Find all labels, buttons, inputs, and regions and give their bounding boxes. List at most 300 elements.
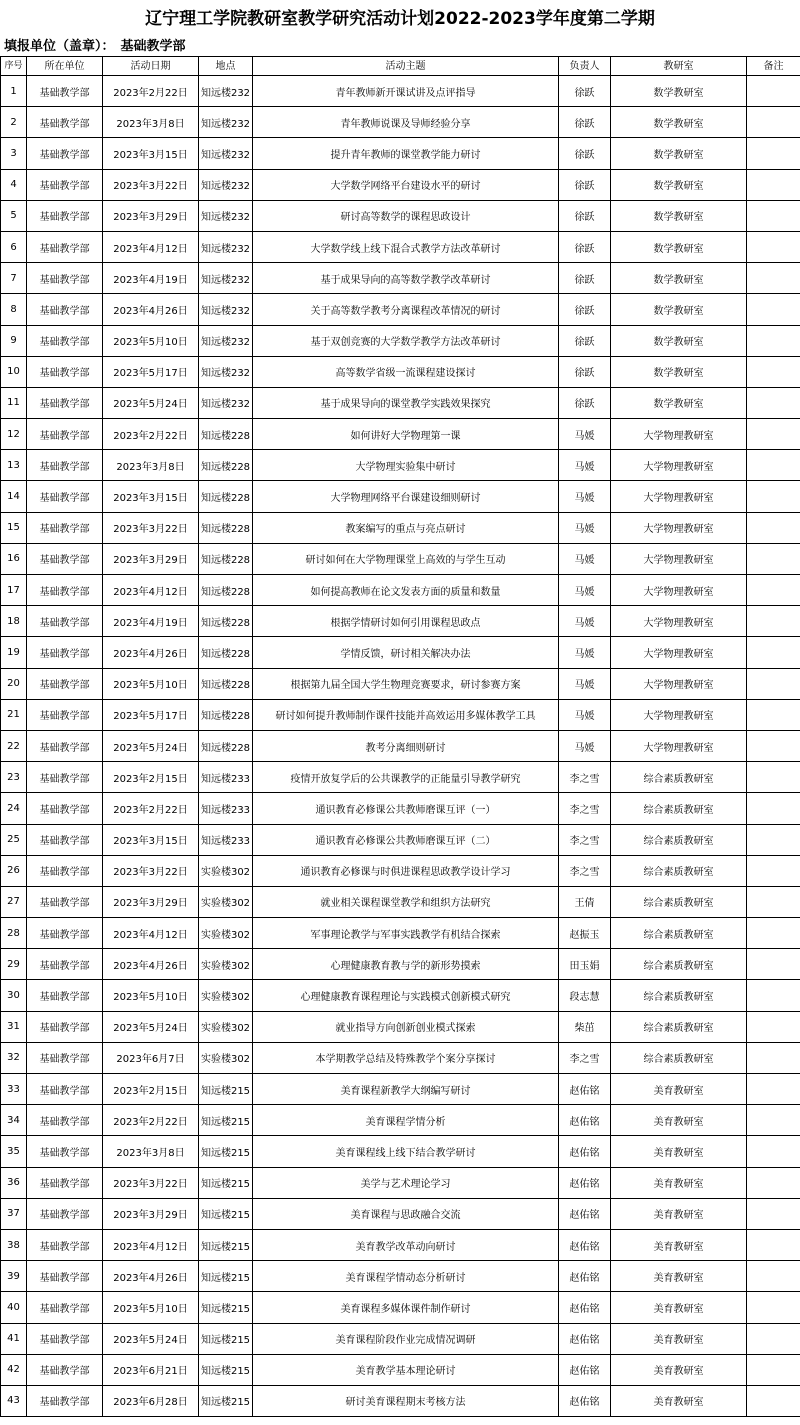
table-row <box>1 980 800 1011</box>
cell-dept: 基础教学部 <box>27 450 103 481</box>
cell-date: 2023年5月10日 <box>103 325 199 356</box>
cell-lead: 段志慧 <box>559 980 611 1011</box>
cell-office: 美育教研室 <box>611 1136 747 1167</box>
cell-date: 2023年2月15日 <box>103 762 199 793</box>
cell-topic: 高等数学省级一流课程建设探讨 <box>253 356 559 387</box>
cell-no: 26 <box>1 855 27 886</box>
cell-location: 知远楼228 <box>199 512 253 543</box>
table-row <box>1 1198 800 1229</box>
cell-location: 知远楼232 <box>199 356 253 387</box>
cell-office: 美育教研室 <box>611 1105 747 1136</box>
cell-location: 知远楼228 <box>199 481 253 512</box>
cell-no: 17 <box>1 575 27 606</box>
table-row <box>1 886 800 917</box>
cell-office: 综合素质教研室 <box>611 886 747 917</box>
cell-location: 知远楼232 <box>199 169 253 200</box>
cell-lead: 赵佑铭 <box>559 1105 611 1136</box>
cell-no: 39 <box>1 1261 27 1292</box>
cell-lead: 李之雪 <box>559 824 611 855</box>
cell-note <box>747 793 800 824</box>
cell-location: 知远楼228 <box>199 699 253 730</box>
table-row <box>1 169 800 200</box>
cell-dept: 基础教学部 <box>27 1042 103 1073</box>
cell-dept: 基础教学部 <box>27 263 103 294</box>
cell-date: 2023年3月8日 <box>103 1136 199 1167</box>
cell-dept: 基础教学部 <box>27 1167 103 1198</box>
cell-no: 34 <box>1 1105 27 1136</box>
cell-location: 知远楼228 <box>199 575 253 606</box>
cell-office: 美育教研室 <box>611 1074 747 1105</box>
cell-no: 21 <box>1 699 27 730</box>
cell-lead: 马媛 <box>559 699 611 730</box>
cell-location: 知远楼215 <box>199 1105 253 1136</box>
cell-no: 37 <box>1 1198 27 1229</box>
cell-date: 2023年3月15日 <box>103 138 199 169</box>
cell-dept: 基础教学部 <box>27 325 103 356</box>
cell-topic: 通识教育必修课公共教师磨课互评（一） <box>253 793 559 824</box>
cell-dept: 基础教学部 <box>27 980 103 1011</box>
cell-dept: 基础教学部 <box>27 419 103 450</box>
table-row <box>1 575 800 606</box>
cell-topic: 基于成果导向的课堂教学实践效果探究 <box>253 387 559 418</box>
cell-note <box>747 138 800 169</box>
cell-topic: 美育课程新教学大纲编写研讨 <box>253 1074 559 1105</box>
cell-no: 33 <box>1 1074 27 1105</box>
cell-location: 知远楼228 <box>199 419 253 450</box>
cell-location: 知远楼232 <box>199 387 253 418</box>
cell-topic: 教考分离细则研讨 <box>253 730 559 761</box>
cell-date: 2023年4月12日 <box>103 575 199 606</box>
cell-no: 10 <box>1 356 27 387</box>
cell-lead: 赵佑铭 <box>559 1323 611 1354</box>
cell-topic: 通识教育必修课公共教师磨课互评（二） <box>253 824 559 855</box>
cell-note <box>747 637 800 668</box>
cell-date: 2023年3月8日 <box>103 107 199 138</box>
table-row <box>1 107 800 138</box>
cell-dept: 基础教学部 <box>27 606 103 637</box>
cell-topic: 根据学情研讨如何引用课程思政点 <box>253 606 559 637</box>
cell-date: 2023年3月8日 <box>103 450 199 481</box>
cell-dept: 基础教学部 <box>27 1011 103 1042</box>
table-row <box>1 200 800 231</box>
cell-date: 2023年6月28日 <box>103 1385 199 1416</box>
table-row <box>1 387 800 418</box>
table-row <box>1 1167 800 1198</box>
cell-office: 美育教研室 <box>611 1167 747 1198</box>
cell-note <box>747 387 800 418</box>
cell-note <box>747 200 800 231</box>
cell-dept: 基础教学部 <box>27 107 103 138</box>
cell-location: 知远楼232 <box>199 294 253 325</box>
table-row <box>1 1074 800 1105</box>
cell-lead: 马媛 <box>559 419 611 450</box>
cell-lead: 赵佑铭 <box>559 1074 611 1105</box>
cell-dept: 基础教学部 <box>27 1261 103 1292</box>
cell-no: 5 <box>1 200 27 231</box>
cell-dept: 基础教学部 <box>27 637 103 668</box>
cell-office: 大学物理教研室 <box>611 575 747 606</box>
cell-note <box>747 1261 800 1292</box>
cell-lead: 马媛 <box>559 606 611 637</box>
cell-location: 知远楼232 <box>199 76 253 107</box>
table-row <box>1 325 800 356</box>
cell-topic: 提升青年教师的课堂教学能力研讨 <box>253 138 559 169</box>
cell-note <box>747 1229 800 1260</box>
cell-location: 知远楼228 <box>199 637 253 668</box>
cell-office: 大学物理教研室 <box>611 512 747 543</box>
cell-date: 2023年2月22日 <box>103 419 199 450</box>
cell-note <box>747 231 800 262</box>
cell-note <box>747 1167 800 1198</box>
cell-dept: 基础教学部 <box>27 200 103 231</box>
cell-no: 3 <box>1 138 27 169</box>
cell-date: 2023年3月29日 <box>103 200 199 231</box>
cell-no: 42 <box>1 1354 27 1385</box>
cell-no: 22 <box>1 730 27 761</box>
table-row <box>1 450 800 481</box>
cell-lead: 赵振玉 <box>559 918 611 949</box>
cell-no: 12 <box>1 419 27 450</box>
cell-topic: 研讨高等数学的课程思政设计 <box>253 200 559 231</box>
cell-dept: 基础教学部 <box>27 1198 103 1229</box>
cell-lead: 马媛 <box>559 481 611 512</box>
reporting-unit-row <box>0 38 800 56</box>
cell-lead: 马媛 <box>559 668 611 699</box>
cell-topic: 研讨如何在大学物理课堂上高效的与学生互动 <box>253 543 559 574</box>
cell-no: 9 <box>1 325 27 356</box>
cell-location: 知远楼215 <box>199 1385 253 1416</box>
cell-lead: 柴茁 <box>559 1011 611 1042</box>
cell-date: 2023年6月21日 <box>103 1354 199 1385</box>
cell-note <box>747 668 800 699</box>
cell-location: 知远楼215 <box>199 1323 253 1354</box>
cell-office: 美育教研室 <box>611 1292 747 1323</box>
cell-no: 19 <box>1 637 27 668</box>
cell-dept: 基础教学部 <box>27 481 103 512</box>
cell-lead: 李之雪 <box>559 855 611 886</box>
cell-location: 知远楼215 <box>199 1292 253 1323</box>
cell-office: 大学物理教研室 <box>611 481 747 512</box>
cell-note <box>747 918 800 949</box>
cell-no: 31 <box>1 1011 27 1042</box>
table-header-row <box>1 57 800 76</box>
cell-date: 2023年2月15日 <box>103 1074 199 1105</box>
cell-topic: 美育课程线上线下结合教学研讨 <box>253 1136 559 1167</box>
cell-topic: 教案编写的重点与亮点研讨 <box>253 512 559 543</box>
cell-lead: 李之雪 <box>559 1042 611 1073</box>
table-row <box>1 699 800 730</box>
table-row <box>1 918 800 949</box>
cell-date: 2023年4月26日 <box>103 637 199 668</box>
cell-topic: 基于双创竞赛的大学数学教学方法改革研讨 <box>253 325 559 356</box>
cell-topic: 青年教师说课及导师经验分享 <box>253 107 559 138</box>
header-no: 序号 <box>1 57 27 76</box>
cell-office: 数学教研室 <box>611 231 747 262</box>
cell-dept: 基础教学部 <box>27 1229 103 1260</box>
cell-location: 知远楼215 <box>199 1261 253 1292</box>
cell-office: 综合素质教研室 <box>611 824 747 855</box>
cell-location: 知远楼228 <box>199 668 253 699</box>
cell-date: 2023年3月22日 <box>103 169 199 200</box>
cell-dept: 基础教学部 <box>27 294 103 325</box>
cell-office: 美育教研室 <box>611 1198 747 1229</box>
cell-dept: 基础教学部 <box>27 730 103 761</box>
cell-date: 2023年2月22日 <box>103 76 199 107</box>
header-note: 备注 <box>747 57 800 76</box>
cell-topic: 基于成果导向的高等数学教学改革研讨 <box>253 263 559 294</box>
table-row <box>1 1042 800 1073</box>
cell-note <box>747 294 800 325</box>
cell-location: 知远楼233 <box>199 762 253 793</box>
cell-no: 29 <box>1 949 27 980</box>
cell-date: 2023年5月24日 <box>103 1323 199 1354</box>
table-row <box>1 481 800 512</box>
cell-location: 实验楼302 <box>199 980 253 1011</box>
cell-note <box>747 855 800 886</box>
cell-topic: 本学期教学总结及特殊教学个案分享探讨 <box>253 1042 559 1073</box>
header-date: 活动日期 <box>103 57 199 76</box>
cell-office: 数学教研室 <box>611 200 747 231</box>
cell-location: 知远楼233 <box>199 824 253 855</box>
cell-topic: 美育课程学情动态分析研讨 <box>253 1261 559 1292</box>
cell-note <box>747 481 800 512</box>
cell-note <box>747 356 800 387</box>
cell-topic: 美育课程与思政融合交流 <box>253 1198 559 1229</box>
cell-lead: 徐跃 <box>559 231 611 262</box>
cell-no: 11 <box>1 387 27 418</box>
table-row <box>1 1385 800 1416</box>
table-row <box>1 637 800 668</box>
cell-no: 14 <box>1 481 27 512</box>
cell-office: 综合素质教研室 <box>611 980 747 1011</box>
cell-office: 数学教研室 <box>611 356 747 387</box>
cell-location: 实验楼302 <box>199 918 253 949</box>
cell-location: 知远楼228 <box>199 606 253 637</box>
cell-note <box>747 1011 800 1042</box>
cell-location: 知远楼228 <box>199 450 253 481</box>
cell-office: 美育教研室 <box>611 1354 747 1385</box>
cell-date: 2023年6月7日 <box>103 1042 199 1073</box>
cell-location: 知远楼232 <box>199 107 253 138</box>
table-row <box>1 1323 800 1354</box>
cell-note <box>747 762 800 793</box>
table-row <box>1 1105 800 1136</box>
cell-topic: 研讨美育课程期末考核方法 <box>253 1385 559 1416</box>
cell-topic: 心理健康教育教与学的新形势摸索 <box>253 949 559 980</box>
cell-topic: 关于高等数学教考分离课程改革情况的研讨 <box>253 294 559 325</box>
cell-note <box>747 76 800 107</box>
cell-location: 知远楼232 <box>199 200 253 231</box>
cell-office: 大学物理教研室 <box>611 668 747 699</box>
cell-date: 2023年3月15日 <box>103 481 199 512</box>
cell-lead: 马媛 <box>559 512 611 543</box>
cell-location: 知远楼215 <box>199 1198 253 1229</box>
cell-note <box>747 1042 800 1073</box>
header-topic: 活动主题 <box>253 57 559 76</box>
table-row <box>1 543 800 574</box>
cell-note <box>747 1105 800 1136</box>
cell-note <box>747 606 800 637</box>
cell-no: 16 <box>1 543 27 574</box>
cell-dept: 基础教学部 <box>27 886 103 917</box>
table-row <box>1 1136 800 1167</box>
page-title: 辽宁理工学院教研室教学研究活动计划2022-2023学年度第二学期 <box>145 9 655 29</box>
cell-note <box>747 1074 800 1105</box>
cell-topic: 就业相关课程课堂教学和组织方法研究 <box>253 886 559 917</box>
cell-location: 知远楼215 <box>199 1354 253 1385</box>
cell-location: 实验楼302 <box>199 1042 253 1073</box>
table-row <box>1 1292 800 1323</box>
cell-no: 27 <box>1 886 27 917</box>
cell-date: 2023年5月24日 <box>103 387 199 418</box>
cell-lead: 徐跃 <box>559 107 611 138</box>
table-row <box>1 294 800 325</box>
table-row <box>1 138 800 169</box>
cell-location: 实验楼302 <box>199 886 253 917</box>
cell-office: 综合素质教研室 <box>611 949 747 980</box>
cell-location: 实验楼302 <box>199 949 253 980</box>
cell-topic: 如何讲好大学物理第一课 <box>253 419 559 450</box>
table-row <box>1 949 800 980</box>
cell-dept: 基础教学部 <box>27 76 103 107</box>
table-row <box>1 606 800 637</box>
table-row <box>1 1354 800 1385</box>
cell-note <box>747 169 800 200</box>
cell-no: 15 <box>1 512 27 543</box>
cell-note <box>747 1136 800 1167</box>
cell-date: 2023年3月22日 <box>103 855 199 886</box>
cell-office: 大学物理教研室 <box>611 637 747 668</box>
cell-no: 41 <box>1 1323 27 1354</box>
cell-topic: 美育课程学情分析 <box>253 1105 559 1136</box>
cell-lead: 徐跃 <box>559 138 611 169</box>
cell-lead: 徐跃 <box>559 325 611 356</box>
cell-lead: 赵佑铭 <box>559 1292 611 1323</box>
table-row <box>1 76 800 107</box>
cell-date: 2023年2月22日 <box>103 793 199 824</box>
cell-lead: 马媛 <box>559 637 611 668</box>
cell-location: 知远楼228 <box>199 543 253 574</box>
cell-note <box>747 1292 800 1323</box>
cell-date: 2023年5月10日 <box>103 980 199 1011</box>
cell-lead: 赵佑铭 <box>559 1354 611 1385</box>
cell-lead: 赵佑铭 <box>559 1261 611 1292</box>
table-row <box>1 730 800 761</box>
cell-lead: 李之雪 <box>559 793 611 824</box>
cell-date: 2023年2月22日 <box>103 1105 199 1136</box>
table-row <box>1 1011 800 1042</box>
table-row <box>1 762 800 793</box>
cell-no: 32 <box>1 1042 27 1073</box>
table-row <box>1 512 800 543</box>
cell-no: 38 <box>1 1229 27 1260</box>
cell-office: 大学物理教研室 <box>611 730 747 761</box>
cell-no: 35 <box>1 1136 27 1167</box>
cell-topic: 美育教学基本理论研讨 <box>253 1354 559 1385</box>
cell-date: 2023年4月26日 <box>103 294 199 325</box>
cell-lead: 田玉娟 <box>559 949 611 980</box>
cell-no: 20 <box>1 668 27 699</box>
table-row <box>1 855 800 886</box>
cell-office: 综合素质教研室 <box>611 762 747 793</box>
cell-date: 2023年4月19日 <box>103 606 199 637</box>
reporting-unit-label: 填报单位（盖章）： <box>4 39 115 54</box>
cell-topic: 通识教育必修课与时俱进课程思政教学设计学习 <box>253 855 559 886</box>
cell-office: 大学物理教研室 <box>611 699 747 730</box>
cell-date: 2023年5月17日 <box>103 356 199 387</box>
cell-topic: 如何提高教师在论文发表方面的质量和数量 <box>253 575 559 606</box>
header-location: 地点 <box>199 57 253 76</box>
cell-topic: 美育课程多媒体课件制作研讨 <box>253 1292 559 1323</box>
cell-location: 知远楼233 <box>199 793 253 824</box>
cell-office: 综合素质教研室 <box>611 855 747 886</box>
table-row <box>1 231 800 262</box>
cell-topic: 大学数学线上线下混合式教学方法改革研讨 <box>253 231 559 262</box>
cell-location: 知远楼232 <box>199 231 253 262</box>
cell-topic: 大学数学网络平台建设水平的研讨 <box>253 169 559 200</box>
cell-no: 23 <box>1 762 27 793</box>
cell-no: 43 <box>1 1385 27 1416</box>
table-row <box>1 263 800 294</box>
cell-date: 2023年4月26日 <box>103 949 199 980</box>
cell-note <box>747 1354 800 1385</box>
cell-dept: 基础教学部 <box>27 1354 103 1385</box>
cell-office: 大学物理教研室 <box>611 543 747 574</box>
cell-office: 美育教研室 <box>611 1323 747 1354</box>
cell-note <box>747 450 800 481</box>
cell-location: 实验楼302 <box>199 1011 253 1042</box>
cell-dept: 基础教学部 <box>27 855 103 886</box>
cell-office: 数学教研室 <box>611 169 747 200</box>
cell-office: 数学教研室 <box>611 325 747 356</box>
cell-date: 2023年3月29日 <box>103 886 199 917</box>
cell-no: 13 <box>1 450 27 481</box>
cell-date: 2023年3月22日 <box>103 512 199 543</box>
cell-topic: 根据第九届全国大学生物理竞赛要求，研讨参赛方案 <box>253 668 559 699</box>
cell-dept: 基础教学部 <box>27 1385 103 1416</box>
cell-lead: 马媛 <box>559 730 611 761</box>
table-row <box>1 419 800 450</box>
cell-date: 2023年5月24日 <box>103 730 199 761</box>
cell-topic: 大学物理网络平台课建设细则研讨 <box>253 481 559 512</box>
cell-date: 2023年3月15日 <box>103 824 199 855</box>
header-office: 教研室 <box>611 57 747 76</box>
cell-dept: 基础教学部 <box>27 169 103 200</box>
cell-date: 2023年4月12日 <box>103 918 199 949</box>
cell-no: 6 <box>1 231 27 262</box>
table-row <box>1 793 800 824</box>
cell-no: 8 <box>1 294 27 325</box>
cell-date: 2023年4月12日 <box>103 231 199 262</box>
cell-office: 大学物理教研室 <box>611 450 747 481</box>
cell-dept: 基础教学部 <box>27 512 103 543</box>
cell-location: 知远楼215 <box>199 1136 253 1167</box>
cell-location: 知远楼215 <box>199 1167 253 1198</box>
cell-lead: 马媛 <box>559 450 611 481</box>
table-row <box>1 668 800 699</box>
cell-no: 28 <box>1 918 27 949</box>
header-lead: 负责人 <box>559 57 611 76</box>
cell-topic: 就业指导方向创新创业模式探索 <box>253 1011 559 1042</box>
cell-note <box>747 107 800 138</box>
cell-dept: 基础教学部 <box>27 824 103 855</box>
cell-topic: 疫情开放复学后的公共课教学的正能量引导教学研究 <box>253 762 559 793</box>
cell-dept: 基础教学部 <box>27 949 103 980</box>
cell-lead: 徐跃 <box>559 294 611 325</box>
cell-note <box>747 886 800 917</box>
cell-date: 2023年5月10日 <box>103 1292 199 1323</box>
cell-dept: 基础教学部 <box>27 793 103 824</box>
